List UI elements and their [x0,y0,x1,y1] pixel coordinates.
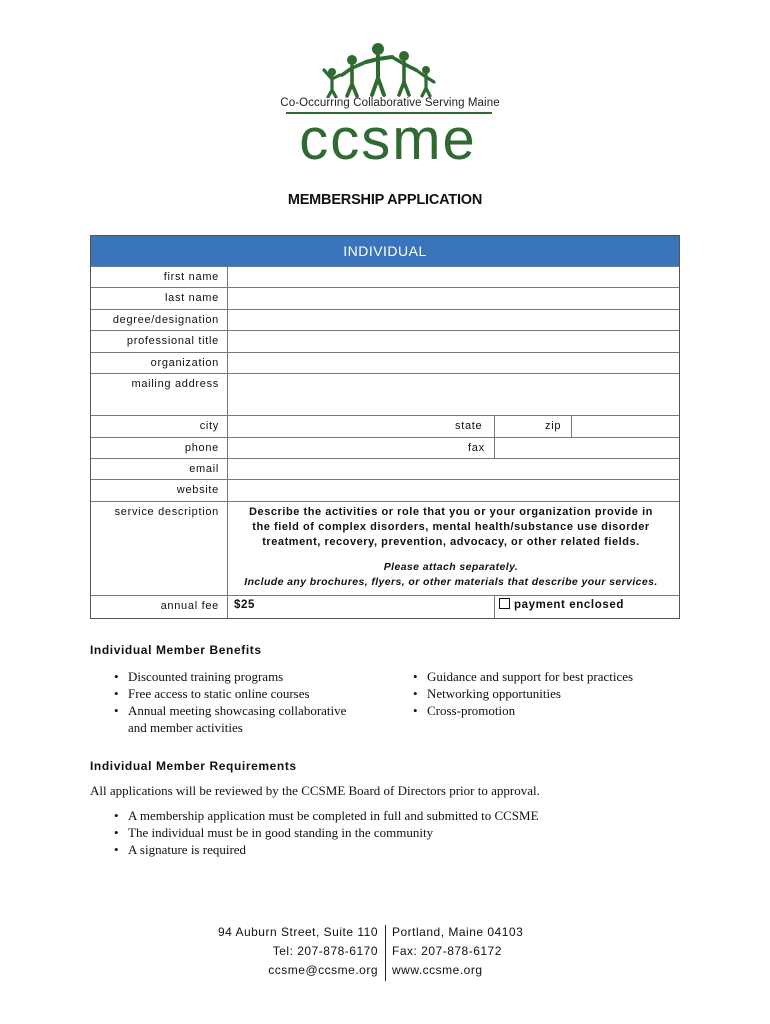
list-item: • Annual meeting showcasing collaborative and member activities [112,702,372,736]
payment-enclosed[interactable] [499,598,624,611]
footer-divider [385,925,386,981]
service-note-line-1: Please attach separately. [383,561,519,573]
list-item: • Networking opportunities [411,685,681,702]
payment-checkbox[interactable] [499,598,510,609]
benefits-heading: Individual Member Benefits [90,643,262,657]
city-label: city [199,420,219,432]
website-label: website [176,484,219,496]
phone-label: phone [184,442,219,454]
degree-field[interactable] [228,310,679,330]
professional-title-field[interactable] [228,331,679,352]
city-field[interactable] [228,416,448,437]
service-prompt-line-1: Describe the activities or role that you or your organization provide in [249,506,653,518]
email-label: email [189,463,219,475]
zip-label: zip [545,420,562,432]
organization-label: organization [150,357,219,369]
row-divider [91,595,679,596]
organization-field[interactable] [228,353,679,373]
annual-fee-value: $25 [234,599,255,611]
footer-email[interactable]: ccsme@ccsme.org [268,963,378,977]
first-name-label: first name [163,271,219,283]
mailing-address-field[interactable] [228,374,679,415]
payment-enclosed-label: payment enclosed [514,599,624,611]
footer-city: Portland, Maine 04103 [392,925,524,939]
footer-tel: Tel: 207-878-6170 [272,944,378,958]
fax-label: fax [468,442,485,454]
list-item: • Discounted training programs [112,668,372,685]
service-description-label: service description [114,506,219,518]
state-label: state [455,420,483,432]
requirements-intro: All applications will be reviewed by the CCSME Board of Directors prior to approval. [90,783,540,798]
list-item: • Cross-promotion [411,702,681,719]
email-field[interactable] [228,459,679,479]
list-item: • A membership application must be completed in full and submitted to CCSME [112,807,612,824]
list-item: • Free access to static online courses [112,685,372,702]
footer-website[interactable]: www.ccsme.org [392,963,483,977]
requirements-heading: Individual Member Requirements [90,759,297,773]
service-prompt-line-2: the field of complex disorders, mental health/substance use disorder [252,521,650,533]
row-divider [91,501,679,502]
footer-address: 94 Auburn Street, Suite 110 [217,925,378,939]
phone-field[interactable] [228,438,448,458]
degree-label: degree/designation [112,314,219,326]
requirements-list [112,807,612,858]
family-figures-icon [280,40,500,98]
first-name-field[interactable] [228,267,679,287]
logo-wordmark: ccsme [299,107,477,172]
membership-form [90,235,680,619]
payment-divider [494,595,495,618]
mailing-address-label: mailing address [131,378,219,390]
service-prompt-line-3: treatment, recovery, prevention, advocacy, or other related fields. [262,536,640,548]
ccsme-logo [280,40,500,170]
zip-field[interactable] [572,416,679,437]
state-field[interactable] [495,416,539,437]
page-title: MEMBERSHIP APPLICATION [287,192,483,208]
list-item: • The individual must be in good standing in the community [112,824,612,841]
benefits-list-left [112,668,372,736]
annual-fee-label: annual fee [160,600,219,612]
last-name-field[interactable] [228,288,679,309]
footer-fax: Fax: 207-878-6172 [392,944,502,958]
professional-title-label: professional title [126,335,219,347]
form-header: INDIVIDUAL [91,236,679,266]
logo-tagline: Co-Occurring Collaborative Serving Maine [280,97,500,109]
benefits-list-right [411,668,681,719]
last-name-label: last name [165,292,219,304]
list-item: • A signature is required [112,841,612,858]
website-field[interactable] [228,480,679,501]
fax-field[interactable] [495,438,679,458]
service-note-line-2: Include any brochures, flyers, or other materials that describe your services. [244,576,658,588]
list-item: • Guidance and support for best practices [411,668,681,685]
